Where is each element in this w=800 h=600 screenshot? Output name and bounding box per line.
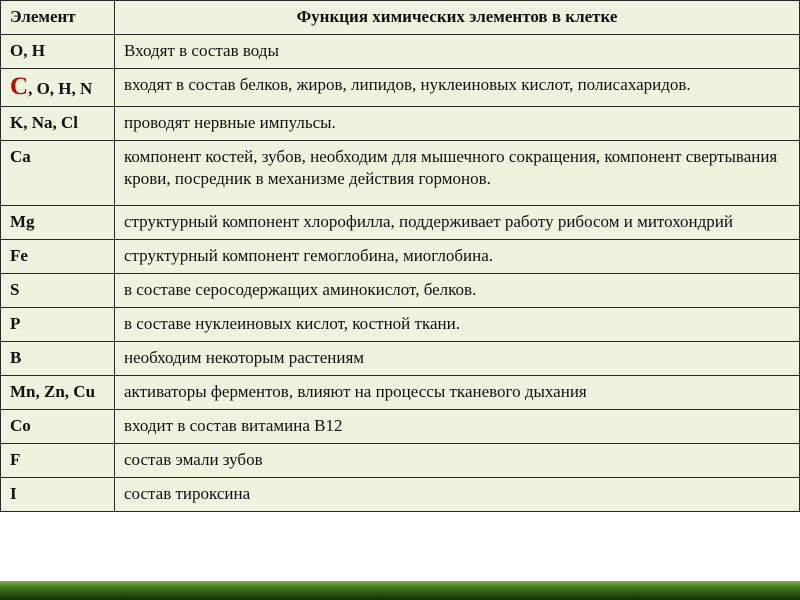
element-cell: S bbox=[1, 273, 115, 307]
carbon-highlight: С bbox=[10, 73, 29, 101]
function-column-header: Функция химических элементов в клетке bbox=[115, 1, 800, 35]
element-cell: K, Na, Cl bbox=[1, 107, 115, 141]
table-row bbox=[1, 376, 800, 410]
function-cell: структурный компонент хлорофилла, поддерживает работу рибосом и митохондрий bbox=[115, 205, 800, 239]
function-cell: проводят нервные импульсы. bbox=[115, 107, 800, 141]
element-rest: , O, H, N bbox=[28, 79, 93, 99]
function-cell: состав эмали зубов bbox=[115, 444, 800, 478]
function-cell: компонент костей, зубов, необходим для мышечного сокращения, компонент свертывания крови, посредник в механизме действия гормонов. bbox=[115, 141, 800, 205]
table-row bbox=[1, 410, 800, 444]
element-cell: P bbox=[1, 307, 115, 341]
function-cell: структурный компонент гемоглобина, миоглобина. bbox=[115, 239, 800, 273]
table-header-row bbox=[1, 1, 800, 35]
table-row bbox=[1, 341, 800, 375]
element-column-header: Элемент bbox=[1, 1, 115, 35]
element-cell bbox=[1, 69, 115, 107]
table-row bbox=[1, 205, 800, 239]
table-row bbox=[1, 69, 800, 107]
function-cell: состав тироксина bbox=[115, 478, 800, 512]
element-cell: B bbox=[1, 341, 115, 375]
element-cell: Fe bbox=[1, 239, 115, 273]
element-cell: I bbox=[1, 478, 115, 512]
function-cell: в составе нуклеиновых кислот, костной ткани. bbox=[115, 307, 800, 341]
table-row bbox=[1, 35, 800, 69]
element-cell: Co bbox=[1, 410, 115, 444]
table-row bbox=[1, 307, 800, 341]
function-cell: входят в состав белков, жиров, липидов, нуклеиновых кислот, полисахаридов. bbox=[115, 69, 800, 107]
function-cell: входит в состав витамина B12 bbox=[115, 410, 800, 444]
element-cell: Mn, Zn, Cu bbox=[1, 376, 115, 410]
table-row bbox=[1, 444, 800, 478]
table-row bbox=[1, 239, 800, 273]
table-row bbox=[1, 478, 800, 512]
element-cell: Ca bbox=[1, 141, 115, 205]
table-row bbox=[1, 107, 800, 141]
table-row bbox=[1, 273, 800, 307]
function-cell: Входят в состав воды bbox=[115, 35, 800, 69]
element-cell: F bbox=[1, 444, 115, 478]
function-cell: необходим некоторым растениям bbox=[115, 341, 800, 375]
element-cell: O, H bbox=[1, 35, 115, 69]
element-cell: Mg bbox=[1, 205, 115, 239]
slide-bottom-green-band bbox=[0, 581, 800, 600]
function-cell: активаторы ферментов, влияют на процессы тканевого дыхания bbox=[115, 376, 800, 410]
table-row bbox=[1, 141, 800, 205]
function-cell: в составе серосодержащих аминокислот, белков. bbox=[115, 273, 800, 307]
